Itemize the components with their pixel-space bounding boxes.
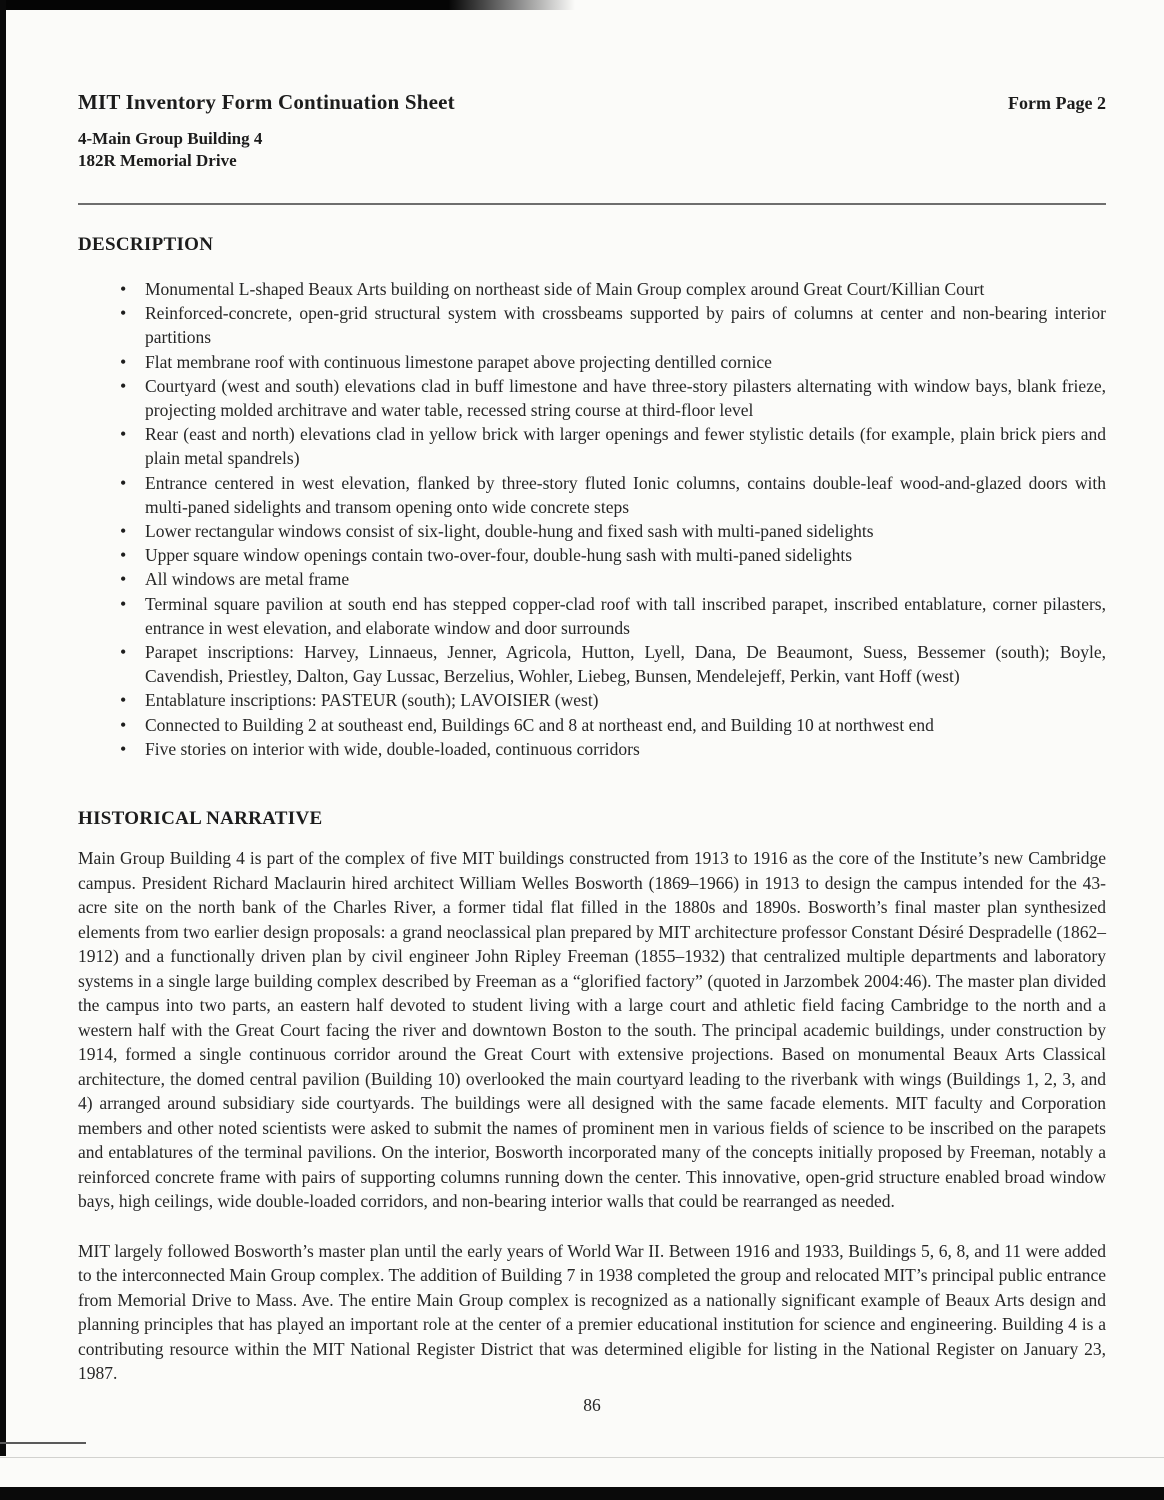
list-item: • All windows are metal frame <box>78 567 1106 591</box>
sheet-footer <box>78 1395 1106 1416</box>
list-item: • Parapet inscriptions: Harvey, Linnaeus, Jenner, Agricola, Hutton, Lyell, Dana, De Beaumont, Suess, Bessemer (south); Boyle, Cavendish, Priestley, Dalton, Gay Lussac, Berzelius, Wohler, Liebeg, Bunsen, Mendelejeff, Perkin, vant Hoff (west) <box>78 640 1106 688</box>
description-section <box>78 234 1106 761</box>
narrative-paragraph-1: Main Group Building 4 is part of the complex of five MIT buildings constructed from 1913 to 1916 as the core of the Institute’s new Cambridge campus. President Richard Maclaurin hired architect William Welles Bosworth (1869–1966) in 1913 to design the campus intended for the 43-acre site on the north bank of the Charles River, a former tidal flat filled in the 1880s and 1890s. Bosworth’s final master plan synthesized elements from two earlier design proposals: a grand neoclassical plan prepared by MIT architecture professor Constant Désiré Despradelle (1862–1912) and a functionally driven plan by civil engineer John Ripley Freeman (1855–1932) that centralized multiple departments and laboratory systems in a single large building complex described by Freeman as a “glorified factory” (quoted in Jarzombek 2004:46). The master plan divided the campus into two parts, an eastern half devoted to student living with a large court and athletic field facing Cambridge to the north and a western half with the Great Court facing the river and downtown Boston to the south. The principal academic buildings, under construction by 1914, formed a single continuous corridor around the Great Court with extensive projections. Based on monumental Beaux Arts Classical architecture, the domed central pavilion (Building 10) overlooked the main courtyard leading to the riverbank with wings (Buildings 1, 2, 3, and 4) arranged around subsidiary side courtyards. The buildings were all designed with the same facade elements. MIT faculty and Corporation members and other noted scientists were asked to submit the names of prominent men in various fields of science to be inscribed on the parapets and entablatures of the terminal pavilions. On the interior, Bosworth incorporated many of the concepts initially proposed by Freeman, notably a reinforced concrete frame with pairs of supporting columns running down the center. This innovative, open-grid structure enabled broad window bays, high ceilings, wide double-loaded corridors, and non-bearing interior walls that could be rearranged as needed. <box>78 848 1106 1212</box>
building-name: 4-Main Group Building 4 <box>78 129 263 148</box>
form-page-label: Form Page 2 <box>1008 93 1106 113</box>
page-edge-line <box>0 1457 1164 1458</box>
list-item: • Courtyard (west and south) elevations clad in buff limestone and have three-story pilasters alternating with window bays, blank frieze, projecting molded architrave and water table, recessed string course at third-floor level <box>78 374 1106 422</box>
header-row <box>78 90 1106 115</box>
narrative-section <box>78 808 1106 1386</box>
list-item: • Flat membrane roof with continuous limestone parapet above projecting dentilled cornice <box>78 350 1106 374</box>
narrative-heading: HISTORICAL NARRATIVE <box>78 808 323 830</box>
building-block <box>78 128 1106 172</box>
continuation-sheet <box>78 0 1106 1416</box>
scan-edge-left <box>0 0 6 1456</box>
page-number: 86 <box>583 1394 601 1415</box>
list-item: • Five stories on interior with wide, double-loaded, continuous corridors <box>78 737 1106 761</box>
narrative-paragraph-2: MIT largely followed Bosworth’s master plan until the early years of World War II. Between 1916 and 1933, Buildings 5, 6, 8, and 11 were added to the interconnected Main Group complex. The addition of Building 7 in 1938 completed the group and relocated MIT’s principal public entrance from Memorial Drive to Mass. Ave. The entire Main Group complex is recognized as a nationally significant example of Beaux Arts design and planning principles that has played an important role at the center of a premier educational institution for science and engineering. Building 4 is a contributing resource within the MIT National Register District that was determined eligible for listing in the National Register on January 23, 1987. <box>78 1240 1106 1384</box>
description-heading: DESCRIPTION <box>78 234 214 255</box>
scan-edge-bottom <box>0 1487 1164 1500</box>
sheet-header <box>78 90 1106 172</box>
document-title: MIT Inventory Form Continuation Sheet <box>78 90 455 114</box>
list-item: • Entablature inscriptions: PASTEUR (south); LAVOISIER (west) <box>78 688 1106 712</box>
list-item: • Connected to Building 2 at southeast end, Buildings 6C and 8 at northeast end, and Building 10 at northwest end <box>78 713 1106 737</box>
list-item: • Rear (east and north) elevations clad in yellow brick with larger openings and fewer stylistic details (for example, plain brick piers and plain metal spandrels) <box>78 422 1106 470</box>
list-item: • Entrance centered in west elevation, flanked by three-story fluted Ionic columns, contains double-leaf wood-and-glazed doors with multi-paned sidelights and transom opening onto wide concrete steps <box>78 471 1106 519</box>
scan-artifact-line <box>0 1442 86 1444</box>
list-item: • Upper square window openings contain two-over-four, double-hung sash with multi-paned sidelights <box>78 543 1106 567</box>
street-address: 182R Memorial Drive <box>78 151 237 170</box>
list-item: • Monumental L-shaped Beaux Arts building on northeast side of Main Group complex around Great Court/Killian Court <box>78 277 1106 301</box>
list-item: • Terminal square pavilion at south end has stepped copper-clad roof with tall inscribed parapet, inscribed entablature, corner pilasters, entrance in west elevation, and elaborate window and door surrounds <box>78 592 1106 640</box>
description-list <box>78 277 1106 761</box>
list-item: • Lower rectangular windows consist of six-light, double-hung and fixed sash with multi-paned sidelights <box>78 519 1106 543</box>
list-item: • Reinforced-concrete, open-grid structural system with crossbeams supported by pairs of columns at center and non-bearing interior partitions <box>78 301 1106 349</box>
header-divider <box>78 203 1106 205</box>
